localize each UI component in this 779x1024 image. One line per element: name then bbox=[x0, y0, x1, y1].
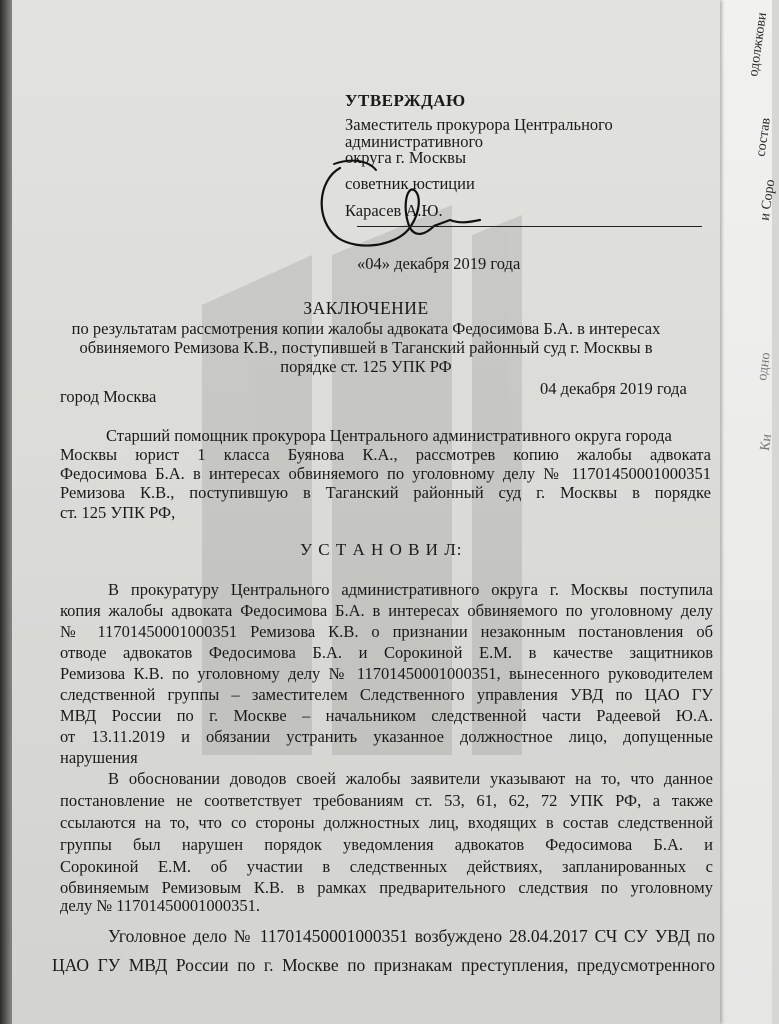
approval-heading: УТВЕРЖДАЮ bbox=[345, 91, 466, 110]
paragraph-line: № 11701450001000351 Ремизова К.В. о признании незаконным постановления об bbox=[60, 622, 713, 641]
paragraph-line: постановление не соответствует требованиям ст. 53, 61, 62, 72 УПК РФ, а также bbox=[60, 791, 713, 810]
paragraph-line: Сорокиной Е.М. об участии в следственных действиях, запланированных с bbox=[60, 857, 713, 876]
document-page bbox=[12, 0, 720, 1024]
signature-line bbox=[357, 226, 702, 227]
side-fragment: и Соро bbox=[757, 178, 779, 222]
adjacent-page bbox=[712, 0, 779, 1024]
approval-position: Заместитель прокурора Центрального bbox=[345, 115, 613, 134]
place-city: город Москва bbox=[60, 387, 157, 406]
paragraph-line: В прокуратуру Центрального административного округа г. Москвы поступила bbox=[108, 580, 713, 599]
paragraph-line: от 13.11.2019 и обязании устранить указанное должностное лицо, допущенные bbox=[60, 727, 713, 746]
paragraph-line: следственной группы – заместителем Следственного управления УВД по ЦАО ГУ bbox=[60, 685, 713, 704]
side-fragment: одно bbox=[755, 351, 774, 382]
intro-line: Федосимова Б.А. в интересах обвиняемого по уголовному делу № 11701450001000351 bbox=[60, 464, 711, 483]
place-date: 04 декабря 2019 года bbox=[540, 379, 687, 398]
paragraph-line: отводе адвокатов Федосимова Б.А. и Сорокиной Е.М. в качестве защитников bbox=[60, 643, 713, 662]
paragraph-line: В обосновании доводов своей жалобы заявители указывают на то, что данное bbox=[108, 769, 713, 788]
paragraph-line: нарушения bbox=[60, 748, 138, 767]
approval-date: «04» декабря 2019 года bbox=[357, 254, 521, 273]
approval-position: округа г. Москвы bbox=[345, 148, 467, 167]
paragraph-line: делу № 11701450001000351. bbox=[60, 896, 260, 915]
handwritten-signature bbox=[310, 150, 490, 260]
title-line: порядке ст. 125 УПК РФ bbox=[280, 357, 452, 376]
approval-name: Карасев А.Ю. bbox=[345, 201, 443, 220]
established-heading: У С Т А Н О В И Л: bbox=[300, 540, 463, 559]
side-fragment: состав bbox=[753, 116, 774, 158]
intro-line: Ремизова К.В., поступившую в Таганский районный суд г. Москвы в порядке bbox=[60, 483, 711, 502]
paragraph-line: Ремизова К.В. по уголовному делу № 11701450001000351, вынесенного руководителем bbox=[60, 664, 713, 683]
paragraph-line: Уголовное дело № 11701450001000351 возбуждено 28.04.2017 СЧ СУ УВД по bbox=[108, 926, 715, 946]
paragraph-line: обвиняемым Ремизовым К.В. в рамках предварительного следствия по уголовному bbox=[60, 878, 713, 897]
intro-line: Старший помощник прокурора Центрального административного округа города bbox=[106, 426, 672, 445]
intro-line: ст. 125 УПК РФ, bbox=[60, 503, 176, 522]
paragraph-line: ссылаются на то, что со стороны должностных лиц, входящих в состав следственной bbox=[60, 813, 713, 832]
side-fragment: Ки bbox=[757, 433, 776, 452]
paragraph-line: группы был нарушен порядок уведомления адвокатов Федосимова Б.А. и bbox=[60, 835, 713, 854]
paragraph-line: ЦАО ГУ МВД России по г. Москве по признакам преступления, предусмотренного bbox=[52, 955, 715, 975]
title-line: по результатам рассмотрения копии жалобы адвоката Федосимова Б.А. в интересах bbox=[71, 319, 661, 338]
paragraph-line: копия жалобы адвоката Федосимова Б.А. в интересах обвиняемого по уголовному делу bbox=[60, 601, 713, 620]
approval-position: административного bbox=[345, 132, 484, 151]
document-title: ЗАКЛЮЧЕНИЕ bbox=[303, 298, 429, 318]
approval-rank: советник юстиции bbox=[345, 174, 475, 193]
side-fragment: одолжкови bbox=[746, 11, 771, 78]
intro-line: Москвы юрист 1 класса Буянова К.А., рассмотрев копию жалобы адвоката bbox=[60, 445, 711, 464]
paragraph-line: МВД России по г. Москве – начальником следственной части Радеевой Ю.А. bbox=[60, 706, 713, 725]
title-line: обвиняемого Ремизова К.В., поступившей в Таганский районный суд г. Москвы в bbox=[79, 338, 653, 357]
